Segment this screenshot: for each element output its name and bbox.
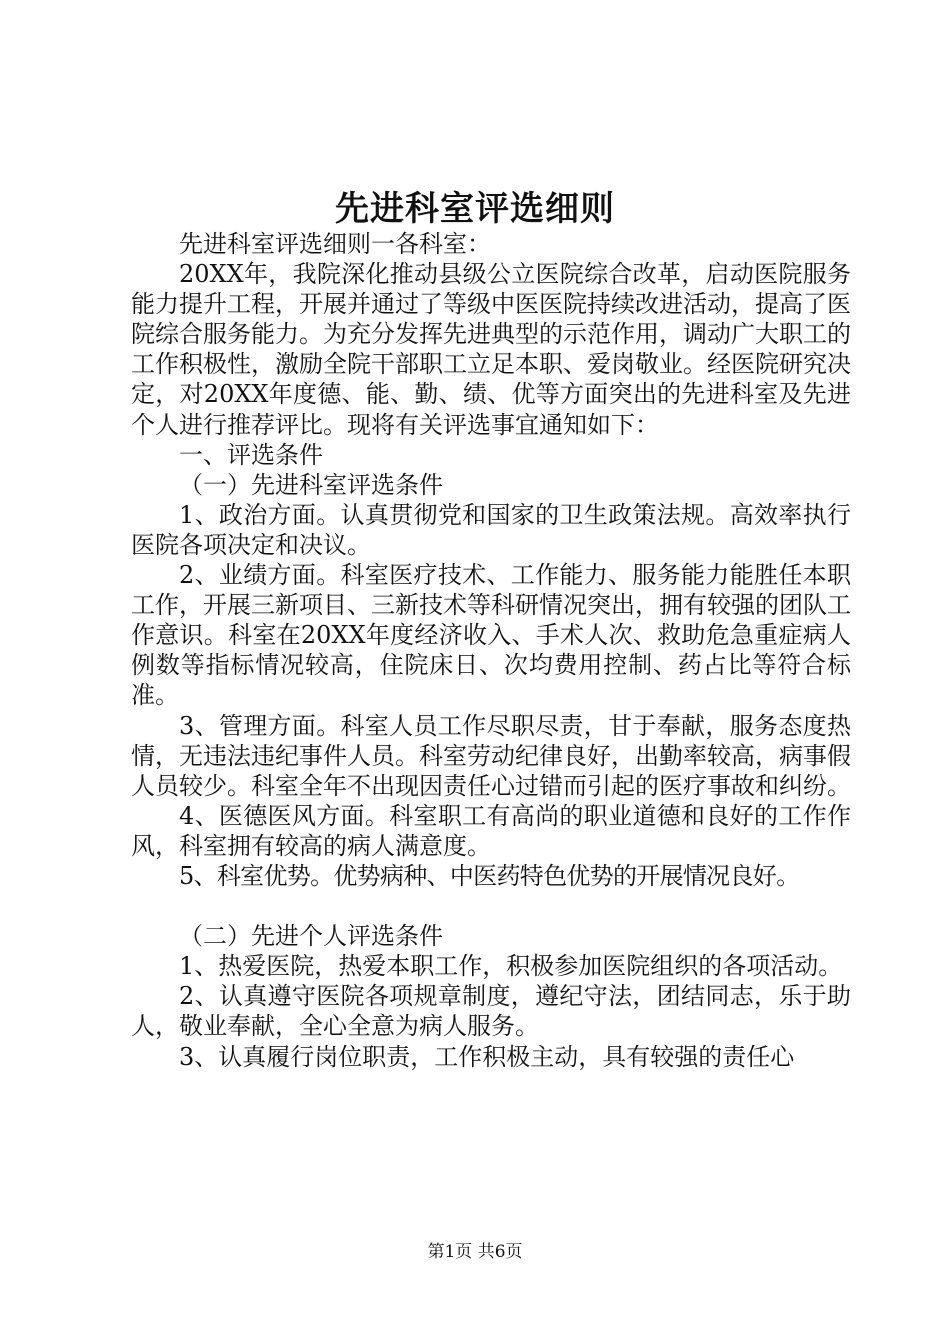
criteria-item: 1、热爱医院，热爱本职工作，积极参加医院组织的各项活动。 — [179, 952, 843, 981]
criteria-item: 2、业绩方面。科室医疗技术、工作能力、服务能力能胜任本职工作，开展三新项目、三新技术等科研情况突出，拥有较强的团队工作意识。科室在20XX年度经济收入、手术人次、救助危急重症病人例数等指标情况较高，住院床日、次均费用控制、药占比等符合标准。 — [131, 561, 851, 710]
paragraph-spacer — [131, 891, 851, 921]
criteria-item: 2、认真遵守医院各项规章制度，遵纪守法，团结同志，乐于助人，敬业奉献，全心全意为病人服务。 — [131, 982, 851, 1041]
document-body — [131, 229, 851, 1072]
subsection-heading: （二）先进个人评选条件 — [179, 922, 443, 951]
criteria-item: 4、医德医风方面。科室职工有高尚的职业道德和良好的工作作风，科室拥有较高的病人满意度。 — [131, 801, 851, 860]
subsection-heading: （一）先进科室评选条件 — [179, 470, 443, 499]
intro-paragraph: 20XX年，我院深化推动县级公立医院综合改革，启动医院服务能力提升工程，开展并通过了等级中医医院持续改进活动，提高了医院综合服务能力。为充分发挥先进典型的示范作用，调动广大职工的工作积极性，激励全院干部职工立足本职、爱岗敬业。经医院研究决定，对20XX年度德、能、勤、绩、优等方面突出的先进科室及先进个人进行推荐评比。现将有关评选事宜通知如下： — [131, 260, 851, 439]
section-heading: 一、评选条件 — [179, 440, 323, 469]
greeting-paragraph: 先进科室评选细则一各科室： — [179, 230, 491, 258]
document-title: 先进科室评选细则 — [335, 189, 615, 229]
criteria-item: 3、认真履行岗位职责，工作积极主动，具有较强的责任心 — [179, 1042, 795, 1071]
page-number-footer: 第1页 共6页 — [427, 1242, 523, 1262]
criteria-item: 1、政治方面。认真贯彻党和国家的卫生政策法规。高效率执行医院各项决定和决议。 — [131, 500, 851, 559]
criteria-item: 3、管理方面。科室人员工作尽职尽责，甘于奉献，服务态度热情，无违法违纪事件人员。科室劳动纪律良好，出勤率较高，病事假人员较少。科室全年不出现因责任心过错而引起的医疗事故和纠纷。 — [131, 711, 851, 800]
criteria-item: 5、科室优势。优势病种、中医药特色优势的开展情况良好。 — [179, 861, 800, 890]
